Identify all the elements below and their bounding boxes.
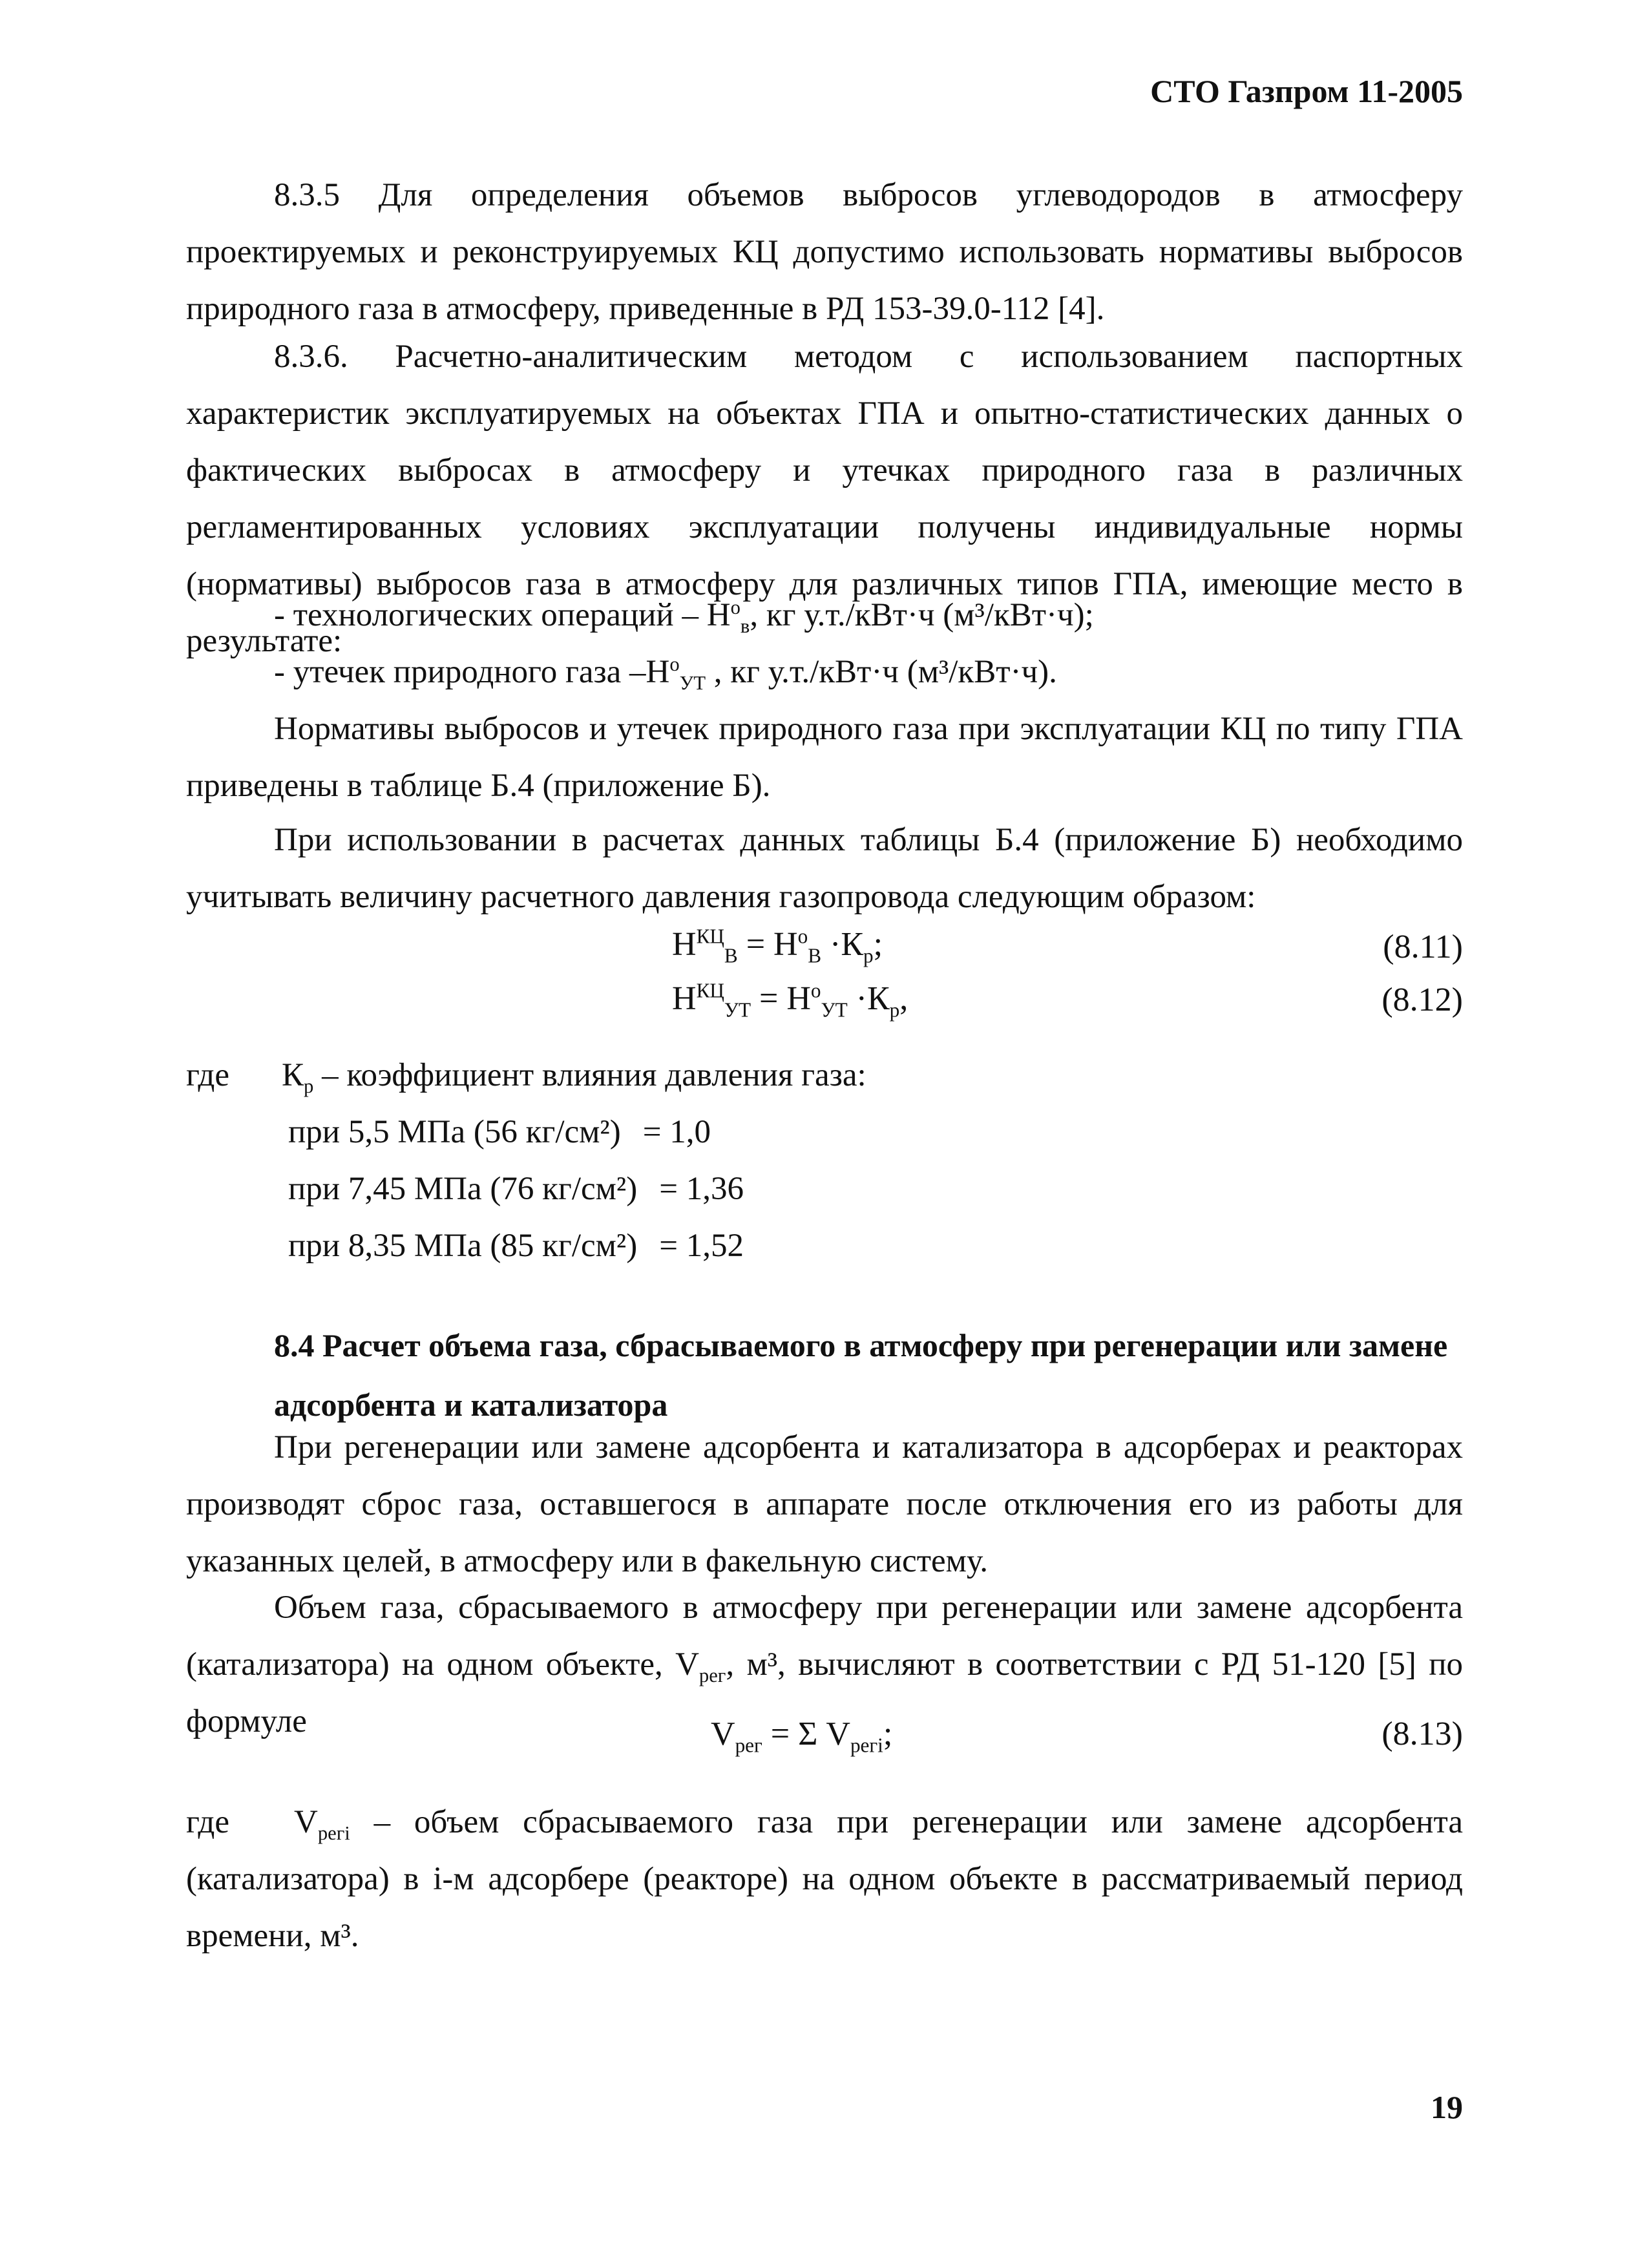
paragraph-8-4-b: Объем газа, сбрасываемого в атмосферу при регенерации или замене адсорбента (катализатора) на одном объекте, $V_{рег}$, м³, вычисляют в соответствии с РД 51-120 [5] по формуле	[186, 1590, 1464, 1739]
equation-number-8-11: (8.11)	[1383, 929, 1463, 965]
paragraph-8-3-6: 8.3.6. Расчетно-аналитическим методом с использованием паспортных характеристик эксплуатируемых на объектах ГПА и опытно-статистических данных о фактических выбросах в атмосферу и утечках природного газа в различных регламентированных условиях эксплуатации получены индивидуальные нормы (нормативы) выбросов газа в атмосферу для различных типов ГПА, имеющие место в результате:	[186, 339, 1463, 659]
paragraph-where-v: где $V_{регi}$ – объем сбрасываемого газа при регенерации или замене адсорбента (катализатора) в i-м адсорбере (реакторе) на одном объекте в рассматриваемый период времени, м³.	[186, 1804, 1463, 1954]
kp-item-3: при 8,35 МПа (85 кг/см²) = 1,52	[288, 1228, 744, 1264]
equation-number-8-12: (8.12)	[1381, 982, 1463, 1018]
list-item-technological-operations: - технологических операций – $Н^о_в$, кг у.т./кВт·ч (м³/кВт·ч);	[274, 596, 1094, 638]
where-label-1: где	[186, 1057, 229, 1093]
formula-8-13: $V_{рег} = \Sigma$ $V_{регi}$;	[711, 1716, 893, 1757]
paragraph-usage: При использовании в расчетах данных таблицы Б.4 (приложение Б) необходимо учитывать величину расчетного давления газопровода следующим образом:	[186, 822, 1463, 915]
kp-item-1: при 5,5 МПа (56 кг/см²) = 1,0	[288, 1114, 711, 1150]
page-number: 19	[1431, 2089, 1463, 2125]
kp-item-2: при 7,45 МПа (76 кг/см²) = 1,36	[288, 1171, 744, 1207]
list-item-gas-leaks: - утечек природного газа $-Н^о_{УТ}$ , кг у.т./кВт·ч (м³/кВт·ч).	[274, 653, 1057, 695]
formula-8-12: $Н^{КЦ}_{УТ} = Н^о_{УТ} \cdot К_р$,	[672, 979, 909, 1022]
equation-number-8-13: (8.13)	[1381, 1716, 1463, 1752]
paragraph-8-3-5: 8.3.5 Для определения объемов выбросов углеводородов в атмосферу проектируемых и реконструируемых КЦ допустимо использовать нормативы выбросов природного газа в атмосферу, приведенные в РД 153-39.0-112 [4].	[186, 177, 1463, 327]
section-heading-8-4: 8.4 Расчет объема газа, сбрасываемого в атмосферу при регенерации или замене адсорбента и катализатора	[274, 1327, 1448, 1423]
document-header-code: СТО Газпром 11-2005	[1150, 73, 1463, 109]
paragraph-norms: Нормативы выбросов и утечек природного газа при эксплуатации КЦ по типу ГПА приведены в таблице Б.4 (приложение Б).	[186, 711, 1463, 804]
where-kp-definition: $К_р$ – коэффициент влияния давления газа:	[282, 1057, 867, 1098]
paragraph-8-4-a: При регенерации или замене адсорбента и катализатора в адсорберах и реакторах производят сброс газа, оставшегося в аппарате после отключения его из работы для указанных целей, в атмосферу или в факельную систему.	[186, 1429, 1463, 1579]
formula-8-11: $Н^{КЦ}_В = Н^о_В \cdot К_р$;	[672, 925, 883, 967]
